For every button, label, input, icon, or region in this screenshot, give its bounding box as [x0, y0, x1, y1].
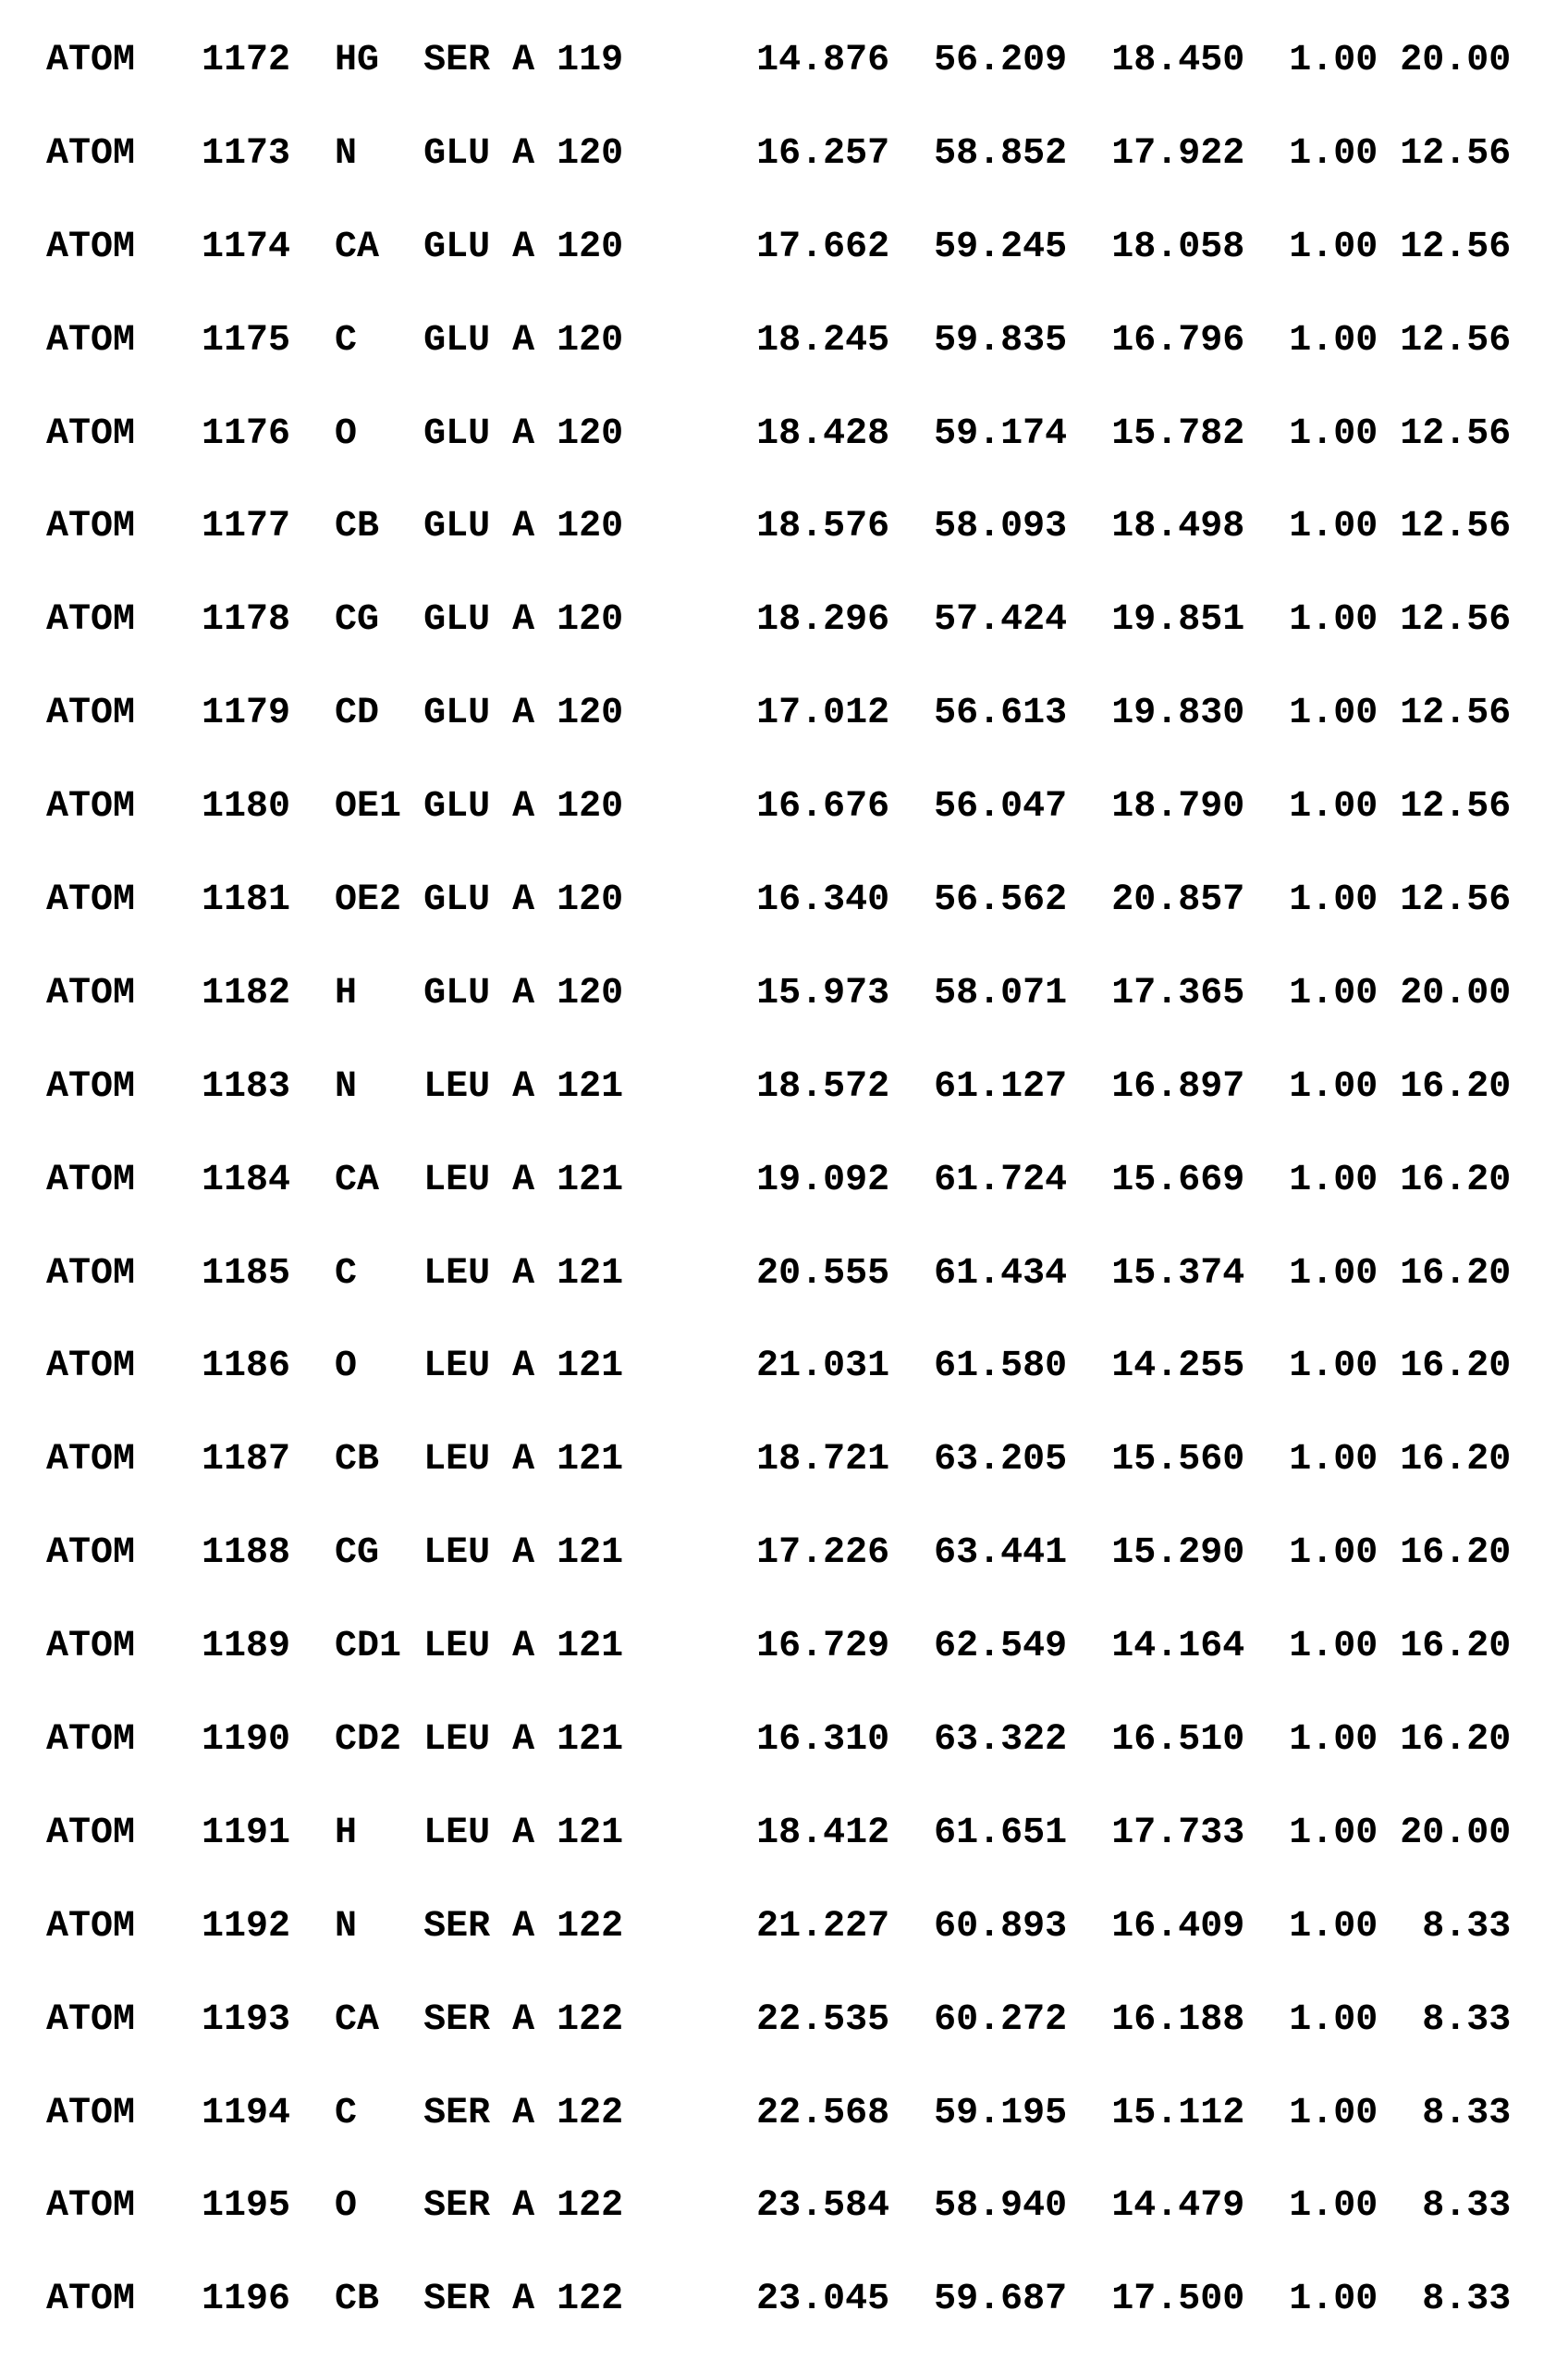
atom-record-row: ATOM 1180 OE1 GLU A 120 16.676 56.047 18.790 1.00 12.56: [46, 786, 1512, 829]
pdb-listing: [46, 15, 1511, 2347]
atom-record-row: ATOM 1192 N SER A 122 21.227 60.893 16.409 1.00 8.33: [46, 1905, 1512, 1948]
atom-record-row: ATOM 1174 CA GLU A 120 17.662 59.245 18.058 1.00 12.56: [46, 226, 1512, 268]
atom-record-row: ATOM 1184 CA LEU A 121 19.092 61.724 15.669 1.00 16.20: [46, 1159, 1512, 1201]
atom-record-row: ATOM 1193 CA SER A 122 22.535 60.272 16.188 1.00 8.33: [46, 1998, 1512, 2041]
atom-record-row: ATOM 1179 CD GLU A 120 17.012 56.613 19.830 1.00 12.56: [46, 693, 1512, 735]
atom-record-row: ATOM 1173 N GLU A 120 16.257 58.852 17.922 1.00 12.56: [46, 132, 1512, 175]
atom-record-row: ATOM 1196 CB SER A 122 23.045 59.687 17.500 1.00 8.33: [46, 2279, 1512, 2321]
atom-record-row: ATOM 1178 CG GLU A 120 18.296 57.424 19.851 1.00 12.56: [46, 599, 1512, 642]
atom-record-row: ATOM 1191 H LEU A 121 18.412 61.651 17.733 1.00 20.00: [46, 1812, 1512, 1854]
atom-record-row: ATOM 1181 OE2 GLU A 120 16.340 56.562 20.857 1.00 12.56: [46, 879, 1512, 922]
atom-record-row: ATOM 1195 O SER A 122 23.584 58.940 14.479 1.00 8.33: [46, 2185, 1512, 2228]
atom-record-row: ATOM 1175 C GLU A 120 18.245 59.835 16.796 1.00 12.56: [46, 319, 1512, 362]
atom-record-row: ATOM 1172 HG SER A 119 14.876 56.209 18.450 1.00 20.00: [46, 40, 1512, 81]
atom-record-row: ATOM 1183 N LEU A 121 18.572 61.127 16.897 1.00 16.20: [46, 1065, 1512, 1108]
atom-record-row: ATOM 1189 CD1 LEU A 121 16.729 62.549 14.164 1.00 16.20: [46, 1626, 1512, 1668]
atom-record-row: ATOM 1182 H GLU A 120 15.973 58.071 17.365 1.00 20.00: [46, 972, 1512, 1014]
atom-record-row: ATOM 1187 CB LEU A 121 18.721 63.205 15.560 1.00 16.20: [46, 1439, 1512, 1481]
atom-record-row: ATOM 1185 C LEU A 121 20.555 61.434 15.374 1.00 16.20: [46, 1252, 1512, 1295]
atom-record-row: ATOM 1176 O GLU A 120 18.428 59.174 15.782 1.00 12.56: [46, 412, 1512, 455]
atom-record-row: ATOM 1177 CB GLU A 120 18.576 58.093 18.498 1.00 12.56: [46, 506, 1512, 548]
atom-record-row: ATOM 1188 CG LEU A 121 17.226 63.441 15.290 1.00 16.20: [46, 1532, 1512, 1575]
atom-record-row: ATOM 1190 CD2 LEU A 121 16.310 63.322 16.510 1.00 16.20: [46, 1719, 1512, 1762]
atom-record-row: ATOM 1186 O LEU A 121 21.031 61.580 14.255 1.00 16.20: [46, 1346, 1512, 1388]
atom-record-row: ATOM 1194 C SER A 122 22.568 59.195 15.112 1.00 8.33: [46, 2092, 1512, 2134]
